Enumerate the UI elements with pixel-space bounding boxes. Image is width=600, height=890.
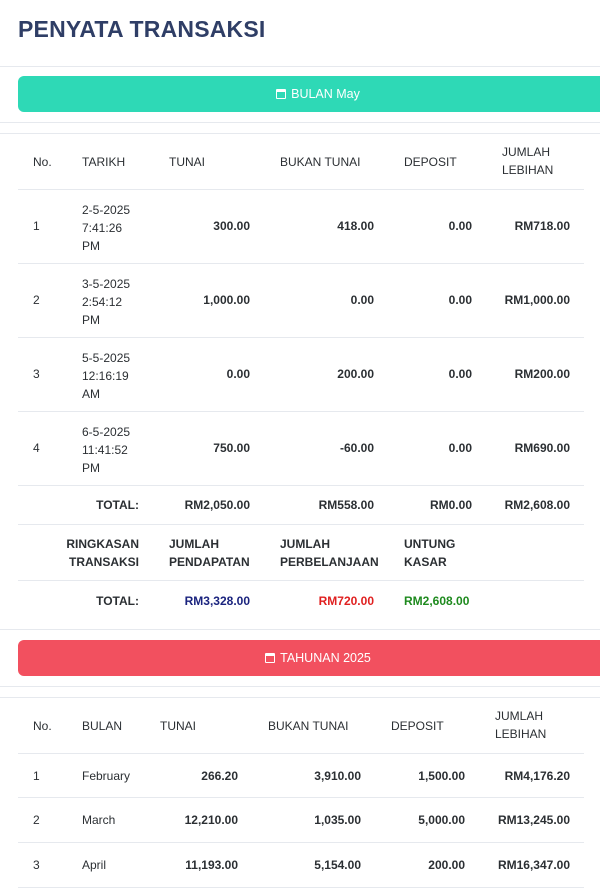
divider	[0, 629, 600, 630]
table-row	[18, 412, 584, 486]
income-value: RM3,328.00	[184, 594, 250, 608]
header-deposit: DEPOSIT	[391, 719, 444, 733]
page-title: PENYATA TRANSAKSI	[18, 16, 266, 42]
row-deposit: 0.00	[448, 293, 472, 307]
divider	[0, 122, 600, 123]
row-cash: 300.00	[213, 219, 250, 233]
row-surplus: RM4,176.20	[504, 769, 570, 783]
row-surplus: RM1,000.00	[504, 293, 570, 307]
row-date: 5-5-2025 12:16:19 AM	[82, 351, 131, 401]
month-banner-label: BULAN May	[291, 87, 360, 101]
row-month: March	[82, 813, 116, 827]
row-cash: 750.00	[213, 441, 250, 455]
row-noncash: 1,035.00	[314, 813, 361, 827]
table-row	[18, 843, 584, 888]
row-deposit: 5,000.00	[418, 813, 465, 827]
yearly-table-header	[18, 698, 584, 754]
table-row	[18, 338, 584, 412]
total-cash: RM2,050.00	[184, 498, 250, 512]
header-month: BULAN	[82, 719, 123, 733]
header-no: No.	[33, 719, 52, 733]
year-banner-label: TAHUNAN 2025	[280, 651, 371, 665]
header-deposit: DEPOSIT	[404, 155, 457, 169]
row-no: 3	[33, 367, 40, 381]
row-no: 1	[33, 219, 40, 233]
row-noncash: 200.00	[337, 367, 374, 381]
monthly-table-header	[18, 134, 584, 190]
header-noncash: BUKAN TUNAI	[268, 719, 349, 733]
row-month: February	[82, 769, 131, 783]
table-row	[18, 190, 584, 264]
row-no: 4	[33, 441, 40, 455]
income-label: JUMLAH PENDAPATAN	[169, 537, 250, 569]
monthly-total-row	[18, 486, 584, 525]
profit-value: RM2,608.00	[404, 594, 470, 608]
summary-label: RINGKASAN TRANSAKSI	[66, 537, 139, 569]
row-cash: 11,193.00	[185, 858, 238, 872]
calendar-icon	[265, 653, 275, 663]
header-surplus: JUMLAH LEBIHAN	[495, 709, 547, 741]
table-row	[18, 798, 584, 843]
total-noncash: RM558.00	[318, 498, 374, 512]
row-cash: 12,210.00	[184, 813, 238, 827]
row-cash: 266.20	[201, 769, 238, 783]
row-cash: 0.00	[226, 367, 250, 381]
row-date: 3-5-2025 2:54:12 PM	[82, 277, 131, 327]
row-no: 2	[33, 813, 40, 827]
row-date: 2-5-2025 7:41:26 PM	[82, 203, 131, 253]
total-deposit: RM0.00	[429, 498, 472, 512]
row-deposit: 1,500.00	[418, 769, 465, 783]
summary-total-label: TOTAL:	[96, 594, 139, 608]
year-banner[interactable]	[18, 640, 600, 676]
divider	[0, 66, 600, 67]
expense-value: RM720.00	[318, 594, 374, 608]
row-no: 1	[33, 769, 40, 783]
row-deposit: 0.00	[448, 219, 472, 233]
total-label: TOTAL:	[96, 498, 139, 512]
row-no: 2	[33, 293, 40, 307]
header-noncash: BUKAN TUNAI	[280, 155, 361, 169]
row-noncash: -60.00	[339, 441, 374, 455]
profit-label: UNTUNG KASAR	[404, 537, 456, 569]
row-noncash: 418.00	[337, 219, 374, 233]
header-no: No.	[33, 155, 52, 169]
summary-total-row	[18, 581, 584, 621]
row-deposit: 200.00	[428, 858, 465, 872]
row-date: 6-5-2025 11:41:52 PM	[82, 425, 131, 475]
row-surplus: RM16,347.00	[497, 858, 570, 872]
row-surplus: RM13,245.00	[497, 813, 570, 827]
row-month: April	[82, 858, 107, 872]
calendar-icon	[276, 89, 286, 99]
row-noncash: 3,910.00	[314, 769, 361, 783]
summary-header	[18, 525, 584, 581]
header-date: TARIKH	[82, 155, 126, 169]
row-deposit: 0.00	[448, 441, 472, 455]
header-cash: TUNAI	[169, 155, 205, 169]
table-row	[18, 754, 584, 798]
header-surplus: JUMLAH LEBIHAN	[502, 145, 554, 177]
divider	[0, 686, 600, 687]
header-cash: TUNAI	[160, 719, 196, 733]
month-banner[interactable]	[18, 76, 600, 112]
row-deposit: 0.00	[448, 367, 472, 381]
row-noncash: 5,154.00	[314, 858, 361, 872]
row-surplus: RM200.00	[514, 367, 570, 381]
row-no: 3	[33, 858, 40, 872]
row-cash: 1,000.00	[203, 293, 250, 307]
expense-label: JUMLAH PERBELANJAAN	[280, 537, 379, 569]
row-surplus: RM718.00	[514, 219, 570, 233]
total-surplus: RM2,608.00	[504, 498, 570, 512]
table-row	[18, 264, 584, 338]
row-noncash: 0.00	[350, 293, 374, 307]
row-surplus: RM690.00	[514, 441, 570, 455]
